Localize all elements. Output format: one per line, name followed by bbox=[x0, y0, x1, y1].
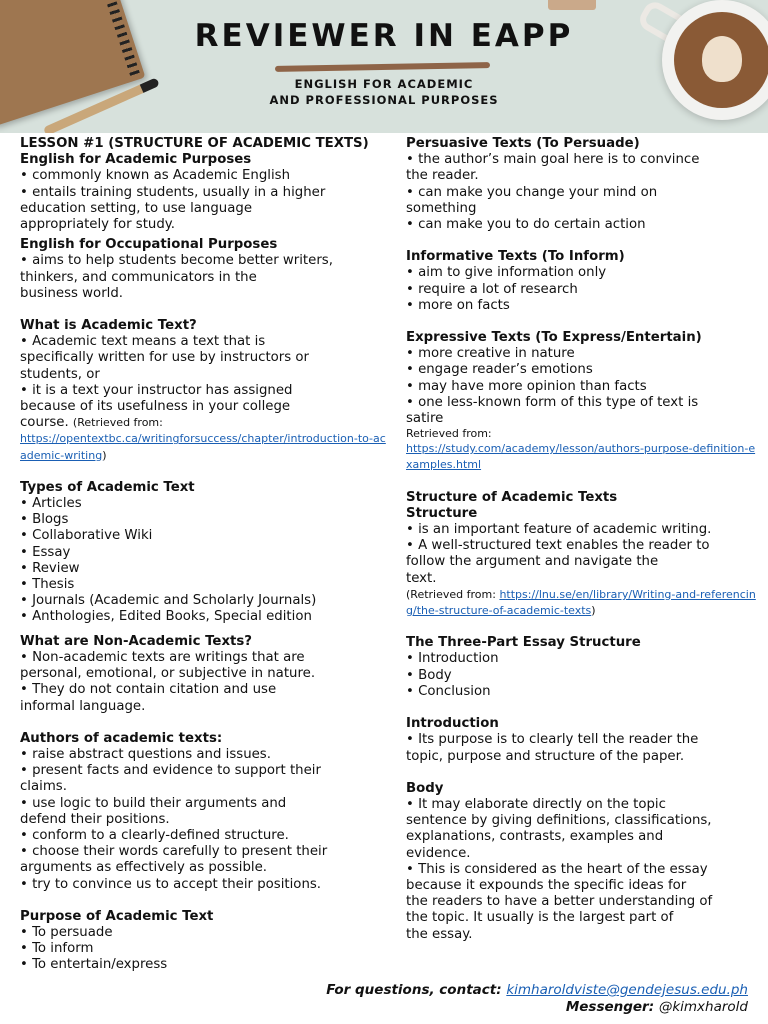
page-title: REVIEWER IN EAPP bbox=[194, 18, 574, 54]
retrieved-label: Retrieved from: bbox=[406, 427, 492, 441]
section-introduction bbox=[406, 716, 756, 765]
source-link[interactable]: https://study.com/academy/lesson/authors-purpose-definition-examples.html bbox=[406, 442, 756, 472]
section-persuasive bbox=[406, 136, 756, 233]
subtitle-line-1: ENGLISH FOR ACADEMIC bbox=[294, 77, 474, 91]
section-body: • the author’s main goal here is to convince the reader. • can make you change your mind on something • can make you to do certain action bbox=[406, 152, 700, 233]
section-title: Persuasive Texts (To Persuade) bbox=[406, 136, 640, 151]
section-title: English for Occupational Purposes bbox=[20, 237, 278, 253]
section-title: The Three-Part Essay Structure bbox=[406, 635, 641, 651]
brush-underline bbox=[275, 62, 490, 72]
page-subtitle bbox=[0, 76, 768, 108]
section-body: • raise abstract questions and issues. • present facts and evidence to support their claims. • use logic to build their arguments and defend their positions. • conform to a clearly-defined structure. • choose their words carefully to present their arguments as effectively as possible. • try to convince us to accept their positions. bbox=[20, 746, 328, 892]
section-body: • aims to help students become better writers, thinkers, and communicators in the business world. bbox=[20, 253, 333, 301]
section-authors bbox=[20, 731, 390, 893]
section-body: • Introduction • Body • Conclusion bbox=[406, 651, 499, 699]
section-body: • more creative in nature • engage reader’s emotions • may have more opinion than facts • one less-known form of this type of text is satire bbox=[406, 346, 699, 427]
section-title: Structure of Academic Texts bbox=[406, 489, 618, 505]
contact-line bbox=[326, 982, 748, 999]
section-body: • Articles • Blogs • Collaborative Wiki • Essay • Review • Thesis • Journals (Academic and Scholarly Journals) • Anthologies, Edited Books, Special edition bbox=[20, 496, 317, 625]
section-purpose bbox=[20, 909, 390, 974]
section-title: What is Academic Text? bbox=[20, 318, 197, 334]
section-title: Body bbox=[406, 780, 444, 796]
left-column bbox=[20, 136, 390, 982]
section-title: Informative Texts (To Inform) bbox=[406, 249, 625, 265]
lesson-heading: LESSON #1 (STRUCTURE OF ACADEMIC TEXTS) bbox=[20, 136, 369, 151]
section-title: Types of Academic Text bbox=[20, 479, 195, 495]
retrieved-label: (Retrieved from: bbox=[72, 416, 163, 430]
card-image bbox=[548, 0, 596, 10]
section-body-part bbox=[406, 781, 756, 943]
section-body: • It may elaborate directly on the topic sentence by giving definitions, classifications, explanations, contrasts, examples and evidence. • This is considered as the heart of the essay because it expounds the specific ideas for the readers to have a better understanding of the topic. It usually is the largest part of the essay. bbox=[406, 796, 713, 942]
messenger-line bbox=[326, 999, 748, 1016]
source-link[interactable]: https://lnu.se/en/library/Writing-and-referencing/the-structure-of-academic-texts bbox=[406, 587, 756, 618]
section-non-academic bbox=[20, 634, 390, 715]
section-body: • Non-academic texts are writings that are personal, emotional, or subjective in nature. • They do not contain citation and use informal language. bbox=[20, 649, 316, 714]
retrieved-label: (Retrieved from: bbox=[406, 587, 500, 601]
close-paren: ) bbox=[591, 604, 596, 618]
email-link[interactable]: kimharoldviste@gendejesus.edu.ph bbox=[506, 982, 748, 998]
close-paren: ) bbox=[102, 448, 107, 462]
header-banner bbox=[0, 0, 768, 133]
messenger-handle: @kimxharold bbox=[658, 999, 748, 1015]
section-eap bbox=[20, 136, 390, 233]
contact-label: For questions, contact: bbox=[326, 982, 507, 998]
section-body: • To persuade • To inform • To entertain/express bbox=[20, 924, 168, 973]
source-link[interactable]: https://opentextbc.ca/writingforsuccess/chapter/introduction-to-academic-writing bbox=[20, 432, 386, 462]
section-title: Expressive Texts (To Express/Entertain) bbox=[406, 330, 702, 346]
section-body: • aim to give information only • require a lot of research • more on facts bbox=[406, 265, 607, 313]
section-structure bbox=[406, 490, 756, 620]
section-subtitle: Structure bbox=[406, 505, 478, 521]
section-academic-text bbox=[20, 318, 390, 464]
section-body: • Its purpose is to clearly tell the reader the topic, purpose and structure of the paper. bbox=[406, 732, 699, 764]
section-body: • commonly known as Academic English • entails training students, usually in a higher education setting, to use language appropriately for study. bbox=[20, 168, 326, 233]
section-title: What are Non-Academic Texts? bbox=[20, 633, 253, 649]
section-three-part bbox=[406, 635, 756, 700]
section-body: • Academic text means a text that is specifically written for use by instructors or students, or • it is a text your instructor has assigned because of its usefulness in your college course. bbox=[20, 334, 310, 431]
messenger-label: Messenger: bbox=[565, 999, 659, 1015]
section-title: Authors of academic texts: bbox=[20, 730, 223, 746]
footer-contact bbox=[326, 982, 748, 1016]
section-title: English for Academic Purposes bbox=[20, 152, 252, 168]
section-title: Introduction bbox=[406, 716, 499, 732]
section-informative bbox=[406, 249, 756, 314]
section-types bbox=[20, 480, 390, 626]
right-column bbox=[406, 136, 756, 951]
section-eop bbox=[20, 237, 390, 302]
subtitle-line-2: AND PROFESSIONAL PURPOSES bbox=[269, 93, 499, 107]
section-title: Purpose of Academic Text bbox=[20, 908, 214, 924]
section-expressive bbox=[406, 330, 756, 474]
section-body: • is an important feature of academic writing. • A well-structured text enables the reader to follow the argument and navigate the text. bbox=[406, 522, 712, 586]
